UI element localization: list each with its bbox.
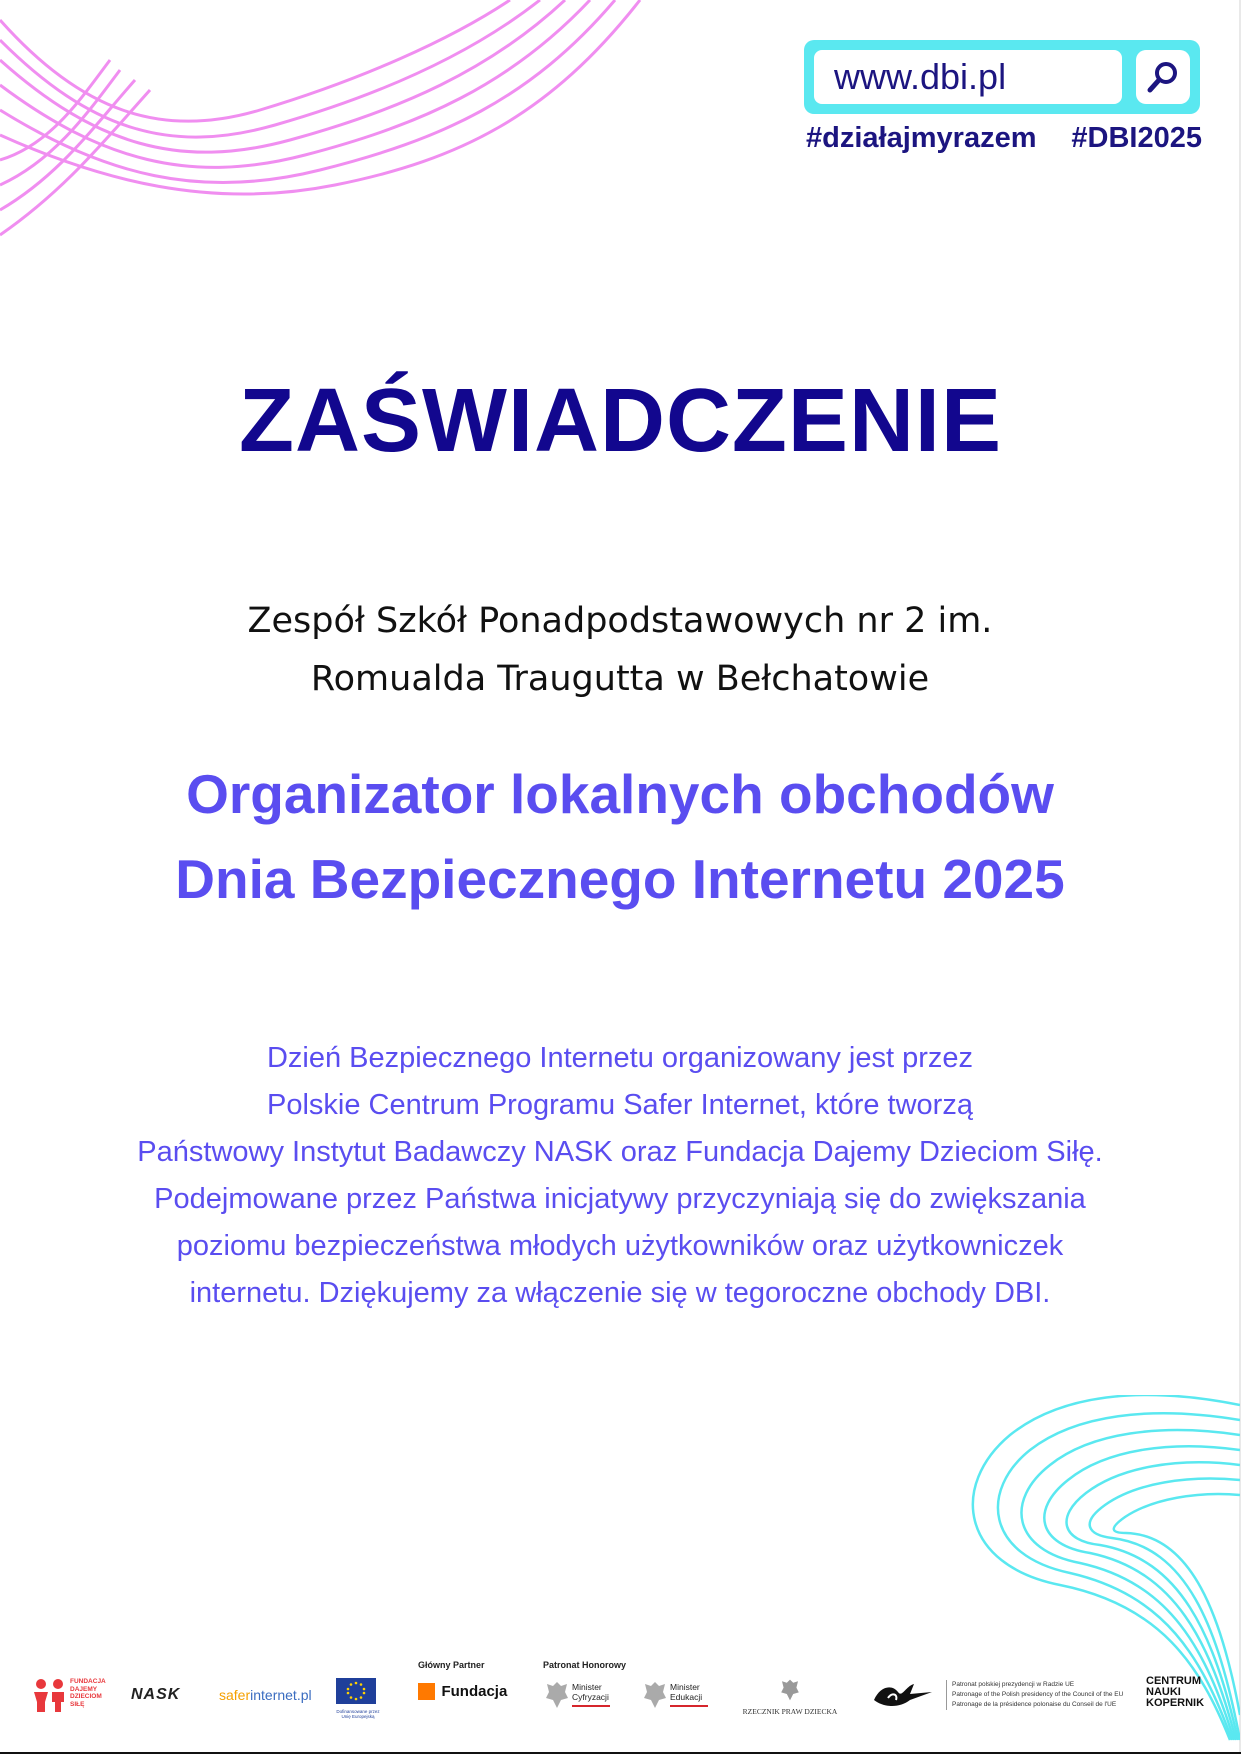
minister-text: Cyfryzacji (572, 1692, 609, 1702)
presidency-text: Patronage of the Polish presidency of the Council of the EU (952, 1691, 1124, 1698)
presidency-text: Patronat polskiej prezydencji w Radzie UE (952, 1681, 1075, 1688)
cnk-text: CENTRUM (1146, 1675, 1201, 1687)
cnk-text: KOPERNIK (1146, 1697, 1205, 1709)
saferinternet-logo (219, 1687, 312, 1703)
body-line: internetu. Dziękujemy za włączenie się w tegoroczne obchody DBI. (189, 1277, 1051, 1309)
rpd-text: RZECZNIK PRAW DZIECKA (742, 1707, 838, 1716)
pink-waves-decoration (0, 0, 680, 240)
school-name (120, 592, 1120, 708)
body-line: Polskie Centrum Programu Safer Internet, które tworzą (267, 1089, 973, 1121)
red-underline (670, 1705, 708, 1707)
certificate-title: ZAŚWIADCZENIE (239, 371, 1002, 471)
orange-square-icon (418, 1683, 435, 1700)
eu-text: Unię Europejską (341, 1714, 375, 1719)
eagle-emblem-icon (642, 1680, 668, 1710)
body-line: Podejmowane przez Państwa inicjatywy przyczyniają się do zwiększania (154, 1183, 1086, 1215)
minister-edukacji-logo (642, 1678, 712, 1714)
fdds-text: DAJEMY (70, 1685, 98, 1693)
minister-text: Minister (670, 1682, 700, 1692)
presidency-logo (870, 1678, 1124, 1714)
minister-text: Minister (572, 1682, 602, 1692)
fdds-text: SIŁĘ (70, 1700, 85, 1708)
main-partner-label: Główny Partner (418, 1660, 485, 1670)
footer-logos (0, 1650, 1241, 1730)
hashtags (806, 122, 1202, 155)
eu-logo (336, 1678, 380, 1719)
body-line: Państwowy Instytut Badawczy NASK oraz Fundacja Dajemy Dzieciom Siłę. (137, 1136, 1103, 1168)
school-line-1: Zespół Szkół Ponadpodstawowych nr 2 im. (247, 601, 993, 641)
fdds-logo (32, 1678, 112, 1714)
red-underline (572, 1705, 610, 1707)
minister-cyfryzacji-logo (544, 1678, 614, 1714)
children-figures-icon (32, 1678, 68, 1712)
presidency-text: Patronage de la présidence polonaise du Conseil de l'UE (952, 1701, 1117, 1708)
eagle-emblem-icon (544, 1680, 570, 1710)
body-paragraph (40, 1035, 1200, 1317)
eu-text: Dofinansowane przez (336, 1709, 380, 1714)
eagle-emblem-icon (779, 1678, 801, 1702)
orange-fundacja-logo (418, 1683, 507, 1703)
minister-text: Edukacji (670, 1692, 703, 1702)
role-line-2: Dnia Bezpiecznego Internetu 2025 (175, 848, 1065, 910)
rpd-logo (742, 1678, 838, 1716)
hashtag-dbi: #DBI2025 (1071, 122, 1202, 154)
eu-flag-icon (336, 1678, 376, 1704)
hashtag-razem: #działajmyrazem (806, 122, 1037, 154)
presidency-symbol-icon (870, 1678, 940, 1712)
honorary-patronage-label: Patronat Honorowy (543, 1660, 627, 1670)
search-button (1136, 50, 1190, 104)
divider (946, 1680, 947, 1710)
orange-fundacja-text: Fundacja (441, 1683, 508, 1701)
school-line-2: Romualda Traugutta w Bełchatowie (310, 659, 930, 699)
search-icon (1136, 50, 1190, 104)
body-line: poziomu bezpieczeństwa młodych użytkowników oraz użytkowniczek (176, 1230, 1064, 1262)
role-line-1: Organizator lokalnych obchodów (186, 763, 1054, 825)
nask-logo: NASK (131, 1686, 181, 1703)
fdds-text: FUNDACJA (70, 1678, 106, 1685)
internet-text: internet.pl (250, 1687, 312, 1703)
body-line: Dzień Bezpiecznego Internetu organizowany jest przez (266, 1042, 974, 1074)
url-search-box (804, 40, 1200, 114)
role-heading (80, 752, 1160, 922)
centrum-nauki-kopernik-logo (1146, 1676, 1204, 1709)
cnk-text: NAUKI (1146, 1686, 1181, 1698)
fdds-text: DZIECIOM (70, 1693, 102, 1700)
safer-text: safer (219, 1687, 251, 1703)
url-text: www.dbi.pl (814, 50, 1122, 104)
